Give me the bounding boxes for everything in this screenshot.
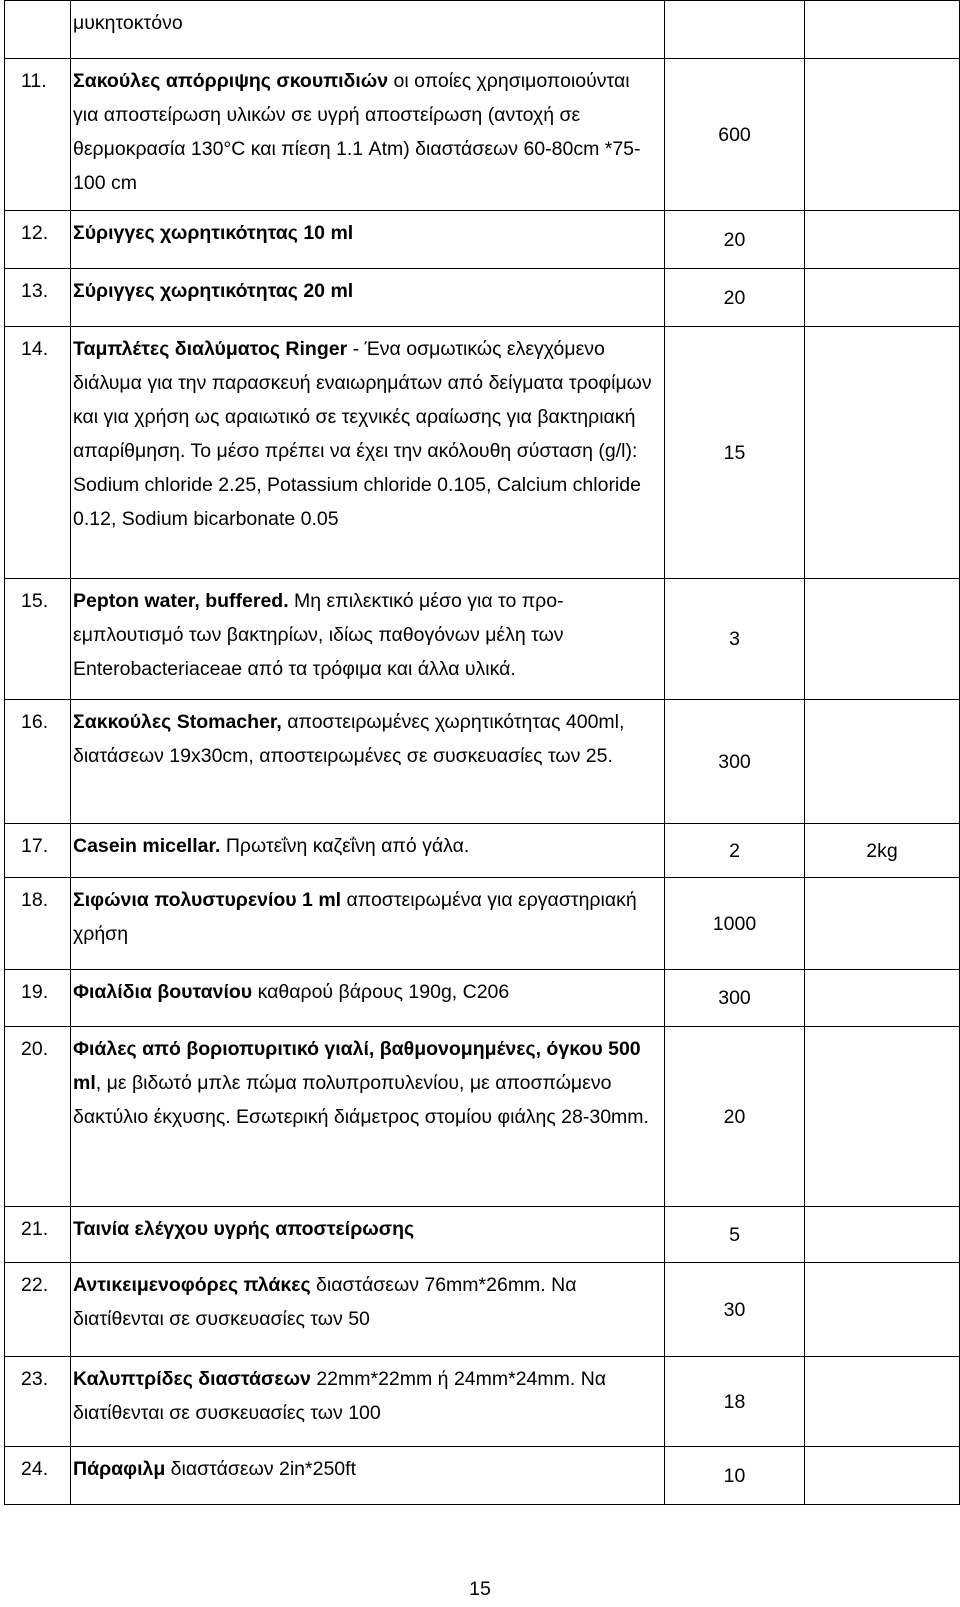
row-description bbox=[71, 59, 665, 211]
row-unit bbox=[805, 1207, 960, 1263]
row-quantity: 20 bbox=[665, 1027, 805, 1207]
row-unit bbox=[805, 970, 960, 1027]
row-description-text: , με βιδωτό μπλε πώμα πολυπροπυλενίου, με αποσπώμενο δακτύλιο έκχυσης. Εσωτερική διάμετρος στομίου φιάλης 28-30mm. bbox=[73, 1072, 649, 1128]
row-unit: 2kg bbox=[805, 824, 960, 878]
items-table bbox=[4, 0, 960, 1505]
row-number: 16. bbox=[5, 700, 71, 824]
row-quantity: 600 bbox=[665, 59, 805, 211]
row-unit bbox=[805, 327, 960, 579]
row-quantity: 15 bbox=[665, 327, 805, 579]
table-row bbox=[5, 1207, 960, 1263]
items-table-body bbox=[5, 1, 960, 1505]
row-description-bold: Αντικειμενοφόρες πλάκες bbox=[73, 1274, 311, 1296]
table-row bbox=[5, 878, 960, 970]
row-quantity bbox=[665, 1, 805, 59]
row-description bbox=[71, 1357, 665, 1447]
row-description-text: - Ένα οσμωτικώς ελεγχόμενο διάλυμα για την παρασκευή εναιωρημάτων από δείγματα τροφίμων και για χρήση ως αραιωτικό σε τεχνικές αραίωσης για βακτηριακή απαρίθμηση. Το μέσο πρέπει να έχει την ακόλουθη σύσταση (g/l): Sodium chloride 2.25, Potassium chloride 0.105, Calcium chloride 0.12, Sodium bicarbonate 0.05 bbox=[73, 338, 652, 530]
row-description bbox=[71, 1263, 665, 1357]
row-quantity: 2 bbox=[665, 824, 805, 878]
row-unit bbox=[805, 1357, 960, 1447]
row-number: 17. bbox=[5, 824, 71, 878]
row-unit bbox=[805, 878, 960, 970]
row-unit bbox=[805, 1, 960, 59]
row-description bbox=[71, 700, 665, 824]
row-number: 18. bbox=[5, 878, 71, 970]
row-number: 12. bbox=[5, 211, 71, 269]
table-row bbox=[5, 1447, 960, 1505]
row-description-bold: Καλυπτρίδες διαστάσεων bbox=[73, 1368, 311, 1390]
table-row bbox=[5, 269, 960, 327]
row-description bbox=[71, 579, 665, 700]
row-description-text: αποστειρωμένες χωρητικότητας 400ml, διατάσεων 19x30cm, αποστειρωμένες σε συσκευασίες των 25. bbox=[73, 711, 625, 767]
page-number: 15 bbox=[469, 1578, 491, 1600]
row-description-bold: Casein micellar. bbox=[73, 835, 221, 857]
table-row bbox=[5, 700, 960, 824]
row-description-text: καθαρού βάρους 190g, C206 bbox=[252, 981, 510, 1003]
row-quantity: 300 bbox=[665, 970, 805, 1027]
row-quantity: 300 bbox=[665, 700, 805, 824]
row-number: 14. bbox=[5, 327, 71, 579]
row-unit bbox=[805, 1027, 960, 1207]
table-row bbox=[5, 59, 960, 211]
row-description-bold: Σακκούλες Stomacher, bbox=[73, 711, 282, 733]
table-row bbox=[5, 970, 960, 1027]
row-number: 15. bbox=[5, 579, 71, 700]
row-description-bold: Φιάλες από βοριοπυριτικό γιαλί, βαθμονομημένες, όγκου 500 ml bbox=[73, 1038, 641, 1094]
row-description-text: διαστάσεων 2in*250ft bbox=[165, 1458, 356, 1480]
row-quantity: 10 bbox=[665, 1447, 805, 1505]
row-quantity: 20 bbox=[665, 269, 805, 327]
row-unit bbox=[805, 59, 960, 211]
row-description bbox=[71, 269, 665, 327]
row-description-bold: Σακούλες απόρριψης σκουπιδιών bbox=[73, 70, 389, 92]
row-description-bold: Σύριγγες χωρητικότητας 10 ml bbox=[73, 222, 354, 244]
row-description-bold: Σύριγγες χωρητικότητας 20 ml bbox=[73, 280, 354, 302]
table-row bbox=[5, 1357, 960, 1447]
row-number: 20. bbox=[5, 1027, 71, 1207]
row-description bbox=[71, 211, 665, 269]
row-quantity: 30 bbox=[665, 1263, 805, 1357]
row-description bbox=[71, 824, 665, 878]
row-quantity: 3 bbox=[665, 579, 805, 700]
table-row bbox=[5, 579, 960, 700]
row-description-bold: Pepton water, buffered. bbox=[73, 590, 289, 612]
row-number: 21. bbox=[5, 1207, 71, 1263]
row-quantity: 1000 bbox=[665, 878, 805, 970]
row-quantity: 20 bbox=[665, 211, 805, 269]
row-number: 11. bbox=[5, 59, 71, 211]
row-unit bbox=[805, 211, 960, 269]
row-description-text: 22mm*22mm ή 24mm*24mm. Να διατίθενται σε συσκευασίες των 100 bbox=[73, 1368, 607, 1424]
row-quantity: 5 bbox=[665, 1207, 805, 1263]
row-description-bold: Σιφώνια πολυστυρενίου 1 ml bbox=[73, 889, 342, 911]
row-quantity: 18 bbox=[665, 1357, 805, 1447]
table-row bbox=[5, 824, 960, 878]
row-description bbox=[71, 1207, 665, 1263]
row-description-text: Πρωτεΐνη καζεΐνη από γάλα. bbox=[220, 835, 470, 857]
row-description-text: οι οποίες χρησιμοποιούνται για αποστείρωση υλικών σε υγρή αποστείρωση (αντοχή σε θερμοκρασία 130°C και πίεση 1.1 Atm) διαστάσεων 60-80cm *75-100 cm bbox=[73, 70, 641, 194]
row-description bbox=[71, 970, 665, 1027]
row-number bbox=[5, 1, 71, 59]
row-number: 23. bbox=[5, 1357, 71, 1447]
row-description bbox=[71, 878, 665, 970]
row-description-text: διαστάσεων 76mm*26mm. Να διατίθενται σε συσκευασίες των 50 bbox=[73, 1274, 577, 1330]
row-description bbox=[71, 1027, 665, 1207]
row-number: 19. bbox=[5, 970, 71, 1027]
row-description-bold: Φιαλίδια βουτανίου bbox=[73, 981, 253, 1003]
table-row bbox=[5, 327, 960, 579]
row-unit bbox=[805, 579, 960, 700]
row-number: 24. bbox=[5, 1447, 71, 1505]
row-description bbox=[71, 1, 665, 59]
row-description-bold: Πάραφιλμ bbox=[73, 1458, 166, 1480]
table-row bbox=[5, 211, 960, 269]
table-row bbox=[5, 1027, 960, 1207]
row-description-bold: Ταμπλέτες διαλύματος Ringer bbox=[73, 338, 348, 360]
row-number: 13. bbox=[5, 269, 71, 327]
row-description-text: αποστειρωμένα για εργαστηριακή χρήση bbox=[73, 889, 637, 945]
row-unit bbox=[805, 1263, 960, 1357]
row-description-bold: Ταινία ελέγχου υγρής αποστείρωσης bbox=[73, 1218, 415, 1240]
row-unit bbox=[805, 1447, 960, 1505]
row-description-text: μυκητοκτόνο bbox=[73, 12, 183, 34]
row-number: 22. bbox=[5, 1263, 71, 1357]
row-description bbox=[71, 327, 665, 579]
table-row bbox=[5, 1263, 960, 1357]
row-description-text: Μη επιλεκτικό μέσο για το προ-εμπλουτισμό των βακτηρίων, ιδίως παθογόνων μέλη των Enterobacteriaceae από τα τρόφιμα και άλλα υλικά. bbox=[73, 590, 564, 680]
row-unit bbox=[805, 700, 960, 824]
row-description bbox=[71, 1447, 665, 1505]
table-row bbox=[5, 1, 960, 59]
row-unit bbox=[805, 269, 960, 327]
